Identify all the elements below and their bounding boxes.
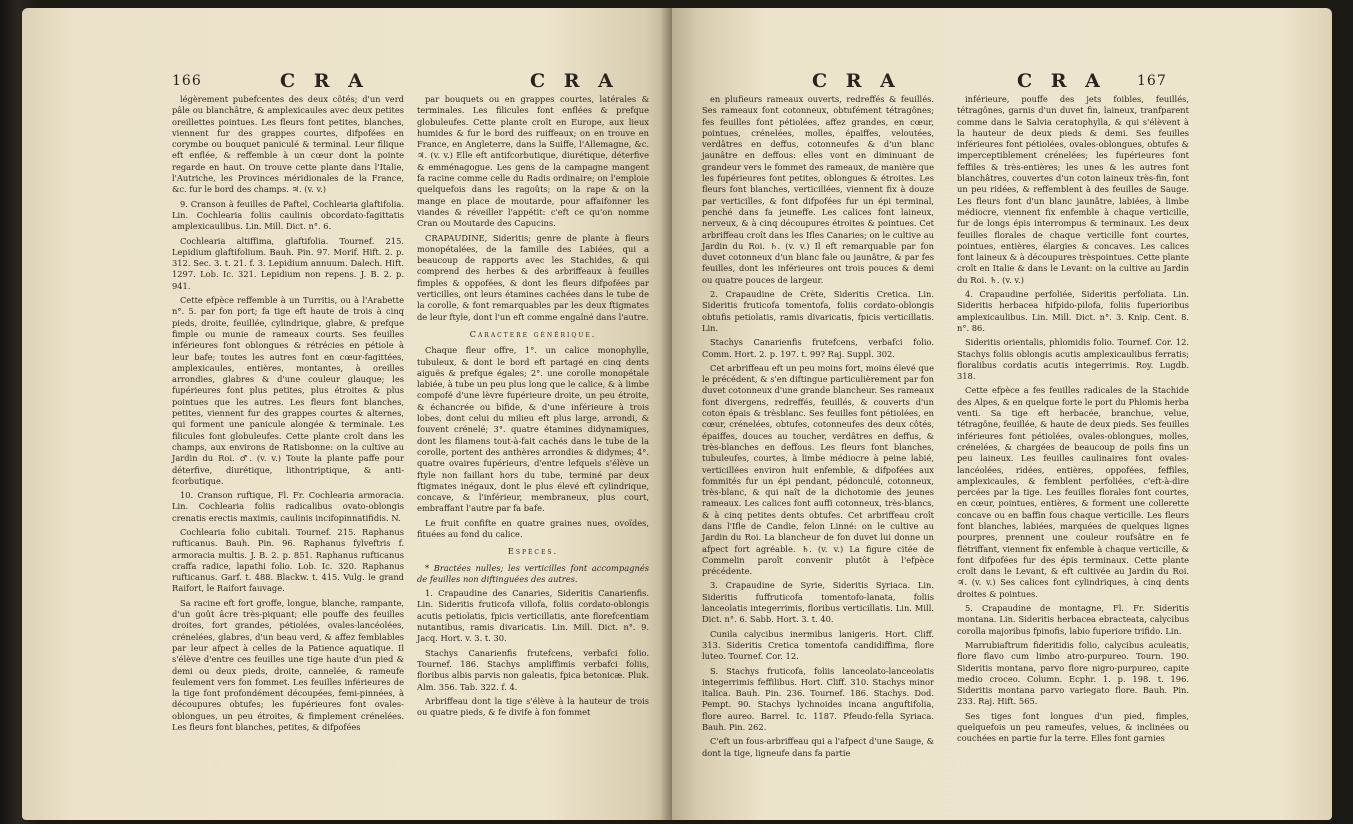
left-page-number: 166 xyxy=(172,73,202,89)
paragraph: Cochlearia altiffima, glaftifolia. Tournef. 215. Lepidium glaftifolium. Bauh. Pin. 97. Morif. Hift. 2. p. 312. Sec. 3. t. 21. f. 3. Lepidium annuum. Dalech. Hift. 1297. Lob. Ic. 321. Lepidium non repens. J. B. 2. p. 941. xyxy=(172,235,404,291)
paragraph: Marrubiaftrum fideritidis folio, calycibus aculeatis, flore flavo cum limbo atro-purpureo. Tourn. 190. Sideritis montana, parvo flore nigro-purpureo, capite medio croceo. Column. Ecphr. 1. p. 198. t. 196. Sideritis montana parvo variegato flore. Bauh. Pin. 233. Raj. Hift. 565. xyxy=(957,639,1189,707)
paragraph: Cet arbriffeau eft un peu moins fort, moins élevé que le précédent, & s'en diftingue particulièrement par fon duvet cotonneux d'une grande blancheur. Ses rameaux font divergens, redreffés, feuillés, & couverts d'un coton épais & trèsblanc. Ses feuilles font pétiolées, en cœur, crénelées, obtufes, cotonneufes des deux côtés, épaiffes, douces au toucher, verdâtres en deffus, & très-blanches en deffous. Les fleurs font blanches, tubuleufes, courtes, à limbe médiocre à peine labié, verticillées environ huit enfemble, & difpofées aux fommités fur un épi pendant, pédonculé, cotonneux, très-blanc, & qui naît de la dichotomie des jeunes rameaux. Les calices font auffi cotonneux, très-blancs, & à cinq petites dents obtufes. Cet arbriffeau croît dans l'Ifle de Candie, felon Linné: on le cultive au Jardin du Roi. La blancheur de fon duvet lui donne un afpect fort agréable. ♄. (v. v.) La figure citée de Commelin paroît convenir plutôt à l'efpèce précédente. xyxy=(702,362,934,577)
left-column-1 xyxy=(172,94,404,736)
paragraph: Sa racine eft fort groffe, longue, blanche, rampante, d'un goût âcre très-piquant; elle pouffe des feuilles droites, fort grandes, pétiolées, ovales-lancéolées, crénelées, glabres, d'un beau verd, & affez femblables par leur afpect à celles de la Patience aquatique. Il s'élève d'entre ces feuilles une tige haute d'un pied & demi ou deux pieds, droite, cannelée, & rameufe feulement vers fon fommet. Les feuilles inférieures de la tige font profondément découpées, femi-pinnées, à découpures obtufes; les fupérieures font ovales-oblongues, un peu étroites, & fimplement crénelées. Les fleurs font blanches, petites, & difpofées xyxy=(172,597,404,733)
paragraph: Cunila calycibus inermibus lanigeris. Hort. Cliff. 313. Sideritis Cretica tomentofa candidiffima, flore luteo. Tournef. Cor. 12. xyxy=(702,628,934,662)
paragraph: inférieure, pouffe des jets foibles, feuillés, tétragônes, garnis d'un duvet fin, laineux, tranfparent comme dans le Salvia ceratophylla, & qui s'élèvent à la hauteur de deux pieds & demi. Ses feuilles inférieures font pétiolées, ovales-oblongues, obtufes & imperceptiblement crénelées; les fupérieures font feffiles & très-entières; les unes & les autres font blanchâtres, couvertes d'un coton laineux très-fin, font un peu ridées, & reffemblent à des feuilles de Sauge. Les fleurs font d'un blanc jaunâtre, labiées, à limbe médiocre, viennent fix enfemble à chaque verticille, fur de longs épis interrompus & terminaux. Les deux feuilles florales de chaque verticille font courtes, pointues, entières, élargies & concaves. Les calices font laineux & à découpures trèspointues. Cette plante croît en Italie & dans le Levant: on la cultive au Jardin du Roi. ♄. (v. v.) xyxy=(957,94,1189,285)
right-running-head-right: C R A xyxy=(1017,70,1106,92)
paragraph: 3. Crapaudine de Syrie, Sideritis Syriaca. Lin. Sideritis fuffruticofa tomentofo-lanata, foliis lanceolatis integerrimis, floribus verticillatis. Lin. Mill. Dict. n°. 6. Sabb. Hort. 3. t. 40. xyxy=(702,580,934,625)
paragraph: Chaque fleur offre, 1°. un calice monophylle, tubuleux, & dont le bord eft partagé en cinq dents aiguës & prefque égales; 2°. une corolle monopétale labiée, à tube un peu plus long que le calice, & à limbe compofé d'une lèvre fupérieure droite, un peu étroite, & échancrée ou bifide, & d'une inférieure à trois lobes, dont celui du milieu eft plus large, arrondi, & fouvent crénelé; 3°. quatre étamines didynamiques, dont les filamens tout-à-fait cachés dans le tube de la corolle, portent des anthères arrondies & didymes; 4°. quatre ovaires fupérieurs, d'entre lefquels s'élève un ftyle non faillant hors du tube, terminé par deux ftigmates inégaux, dont le plus élevé eft cylindrique, concave, & l'inférieur, membraneux, plus court, embraffant l'autre par fa bafe. xyxy=(417,345,649,514)
paragraph: en plufieurs rameaux ouverts, redreffés & feuillés. Ses rameaux font cotonneux, obtufément tétragônes; fes feuilles font pétiolées, affez grandes, en cœur, pointues, crénelées, molles, épaiffes, veloutées, verdâtres en deffus, cotonneufes & d'un blanc jaunâtre en deffous: elles vont en diminuant de grandeur vers le fommet des rameaux, de manière que les fupérieures font petites, oblongues & étroites. Les fleurs font blanches, verticillées, viennent fix à douze par verticilles, & font difpofées fur un épi terminal, penché dans fa jeuneffe. Les calices font laineux, nerveux, & à cinq découpures étroites & pointues. Cet arbriffeau croît dans les Ifles Canaries; on le cultive au Jardin du Roi. ♄. (v. v.) Il eft remarquable par fon duvet cotonneux d'un blanc fale ou jaunâtre, & par fes feuilles, dont les inférieures ont trois pouces & demi ou quatre pouces de largeur. xyxy=(702,94,934,285)
right-page xyxy=(672,8,1332,820)
right-running-head-left: C R A xyxy=(812,70,901,92)
paragraph: légèrement pubefcentes des deux côtés; d'un verd pâle ou blanchâtre, & amplexicaules avec deux petites oreillettes pointues. Les fleurs font petites, blanches, viennent fur des grappes courtes, difpofées en corymbe ou bouquet paniculé & terminal. Leur filique eft enflée, & reffemble à un cœur dont la pointe regarde en haut. On trouve cette plante dans l'Italie, l'Autriche, les Provinces méridionales de la France, &c. fur le bord des champs. ♃. (v. v.) xyxy=(172,94,404,195)
paragraph: 2. Crapaudine de Crète, Sideritis Cretica. Lin. Sideritis fruticofa tomentofa, foliis cordato-oblongis obtufis petiolatis, ramis divaricatis, fpicis verticillatis. Lin. xyxy=(702,289,934,333)
paragraph: Ses tiges font longues d'un pied, fimples, quelquefois un peu rameufes, velues, & inclinées ou couchées en partie fur la terre. Elles font garnies xyxy=(957,710,1189,744)
left-running-head-right: C R A xyxy=(530,70,619,92)
section-heading-generic: Caractere générique. xyxy=(469,328,597,339)
paragraph: 10. Cranson ruftique, Fl. Fr. Cochlearia armoracia. Lin. Cochlearia foliis radicalibus ovato-oblongis crenatis erectis maximis, caulinis incifopinnatifidis. N. xyxy=(172,490,404,523)
paragraph: Stachys Canarienfis frutefcens, verbafci folio. Comm. Hort. 2. p. 197. t. 99? Raj. Suppl. 302. xyxy=(702,337,934,359)
bracts-note: * Bractées nulles; les verticilles font accompagnés de feuilles non diftinguées des autres. xyxy=(417,562,649,584)
left-column-2 xyxy=(417,94,649,721)
right-column-2 xyxy=(957,94,1189,748)
paragraph: 5. Crapaudine de montagne, Fl. Fr. Sideritis montana. Lin. Sideritis herbacea ebracteata, calycibus corolla majoribus fpinofis, labio fuperiore trifido. Lin. xyxy=(957,603,1189,636)
right-page-number: 167 xyxy=(1137,73,1167,89)
paragraph: Arbriffeau dont la tige s'élève à la hauteur de trois ou quatre pieds, & fe divife à fon fommet xyxy=(417,695,649,718)
left-page xyxy=(22,8,672,820)
paragraph: 1. Crapaudine des Canaries, Sideritis Canarienfis. Lin. Sideritis fruticofa villofa, foliis cordato-oblongis acutis petiolatis, fpicis verticillatis, ante florefcentiam nutantibus, ramis divaricatis. Lin. Mill. Dict. n°. 9. Jacq. Hort. v. 3. t. 30. xyxy=(417,588,649,644)
left-running-head-left: C R A xyxy=(280,70,369,92)
paragraph: Cochlearia folio cubitali. Tournef. 215. Raphanus rufticanus. Bauh. Pin. 96. Raphanus fylveftris f. armoracia multis. J. B. 2. p. 851. Raphanus rufticanus craffa radice, lapathi folio. Lob. Ic. 320. Raphanus rufticanus. Garf. t. 488. Blackw. t. 415. Vulg. le grand Raifort, le Raifort fauvage. xyxy=(172,526,404,594)
paragraph: S. Stachys fruticofa, foliis lanceolato-lanceolatis integerrimis feffilibus. Hort. Cliff. 310. Stachys minor italica. Bauh. Pin. 236. Tournef. 186. Stachys. Dod. Pempt. 90. Stachys lychnoides incana anguftifolia, flore aureo. Barrel. Ic. 1187. Pfeudo-fella Syriaca. Bauh. Pin. 262. xyxy=(702,665,934,733)
right-column-1 xyxy=(702,94,934,762)
paragraph: 4. Crapaudine perfoliée, Sideritis perfoliata. Lin. Sideritis herbacea hifpido-pilofa, foliis fuperioribus amplexicaulibus. Lin. Mill. Dict. n°. 3. Knip. Cent. 8. n°. 86. xyxy=(957,289,1189,333)
paragraph: Le fruit confifte en quatre graines nues, ovoïdes, fituées au fond du calice. xyxy=(417,517,649,539)
paragraph: Cette efpèce reffemble à un Turritis, ou à l'Arabette n°. 5. par fon port; fa tige eft haute de trois à cinq pieds, droite, feuillée, cylindrique, glabre, & prefque fimple ou munie de rameaux courts. Ses feuilles inférieures font oblongues & rétrécies en pétiole à leur bafe; toutes les autres font en cœur-fagittées, amplexicaules, entières, montantes, à oreilles arrondies, glabres & d'une couleur glauque; les fupérieures font plus petites, plus étroites & plus pointues que les autres. Les fleurs font blanches, petites, viennent fur des grappes courtes & alternes, qui forment une panicule alongée & terminale. Les filicules font globuleufes. Cette plante croît dans les champs, aux environs de Ratisbonne: on la cultive au Jardin du Roi. ♂. (v. v.) Toute la plante paffe pour déterfive, diurétique, lithontriptique, & anti-fcorbutique. xyxy=(172,295,404,486)
paragraph: Stachys Canarienfis frutefcens, verbafci folio. Tournef. 186. Stachys ampliffimis verbafci foliis, floribus albis parvis non galeatis, fpica betonicæ. Pluk. Alm. 356. Tab. 322. f. 4. xyxy=(417,647,649,692)
paragraph: Cette efpèce a fes feuilles radicales de la Stachide des Alpes, & en quelque forte le port du Phlomis herba venti. Sa tige eft herbacée, branchue, velue, tétragône, feuillée, & haute de deux pieds. Ses feuilles inférieures font pétiolées, ovales-oblongues, molles, crénelées, & chargées de beaucoup de poils fins un peu laineux. Les feuilles caulinaires font ovales-lancéolées, ridées, entières, oppofées, feffiles, amplexicaules, & femblent perfoliées, c'eft-à-dire percées par la tige. Les feuilles florales font courtes, en cœur, pointues, entières, & forment une collerette concave ou en baffin fous chaque verticille. Les fleurs font blanches, labiées, marquées de quelques lignes pourpres, prennent une couleur roufsâtre en fe flétriffant, viennent fix enfemble à chaque verticille, & font difpofées fur des épis terminaux. Cette plante croît dans le Levant, & eft cultivée au Jardin du Roi. ♃. (v. v.) Ses calices font cylindriques, à cinq dents droites & pointues. xyxy=(957,385,1189,599)
paragraph: Sideritis orientalis, phlomidis folio. Tournef. Cor. 12. Stachys foliis oblongis acutis amplexicaulibus ferratis; floralibus cordatis acutis integerrimis. Roy. Lugdb. 318. xyxy=(957,337,1189,382)
paragraph: par bouquets ou en grappes courtes, latérales & terminales. Les filicules font enflées & prefque globuleufes. Cette plante croît en Europe, aux lieux humides & fur le bord des ruiffeaux; on en trouve en France, en Angleterre, dans la Suiffe, l'Allemagne, &c. ♃. (v. v.) Elle eft antifcorbutique, diurétique, déterfive & emménagogue. Les gens de la campagne mangent fa racine comme celle du Radis ordinaire; on l'emploie quelquefois dans les ragoûts; on la rape & on la mange en place de moutarde, pour affaifonner les viandes & réveiller l'appétit: c'eft ce qu'on nomme Cran ou Moutarde des Capucins. xyxy=(417,94,649,229)
section-heading-species: Espèces. xyxy=(507,546,559,557)
paragraph: 9. Cranson à feuilles de Paftel, Cochlearia glaftifolia. Lin. Cochlearia foliis caulinis obcordato-fagittatis amplexicaulibus. Lin. Mill. Dict. n°. 6. xyxy=(172,198,404,232)
paragraph: C'eft un fous-arbriffeau qui a l'afpect d'une Sauge, & dont la tige, ligneufe dans fa partie xyxy=(702,736,934,758)
genus-heading: CRAPAUDINE, Sideritis; genre de plante à fleurs monopétalées, de la famille des Labiées, qui a beaucoup de rapports avec les Stachides, & qui comprend des herbes & des arbriffeaux à feuilles fimples & oppofées, & dont les fleurs difpofées par verticilles, ont leurs étamines cachées dans le tube de la corolle, & font remarquables par les deux ftigmates de leur ftyle, dont l'un eft comme engaîné dans l'autre. xyxy=(417,232,649,322)
